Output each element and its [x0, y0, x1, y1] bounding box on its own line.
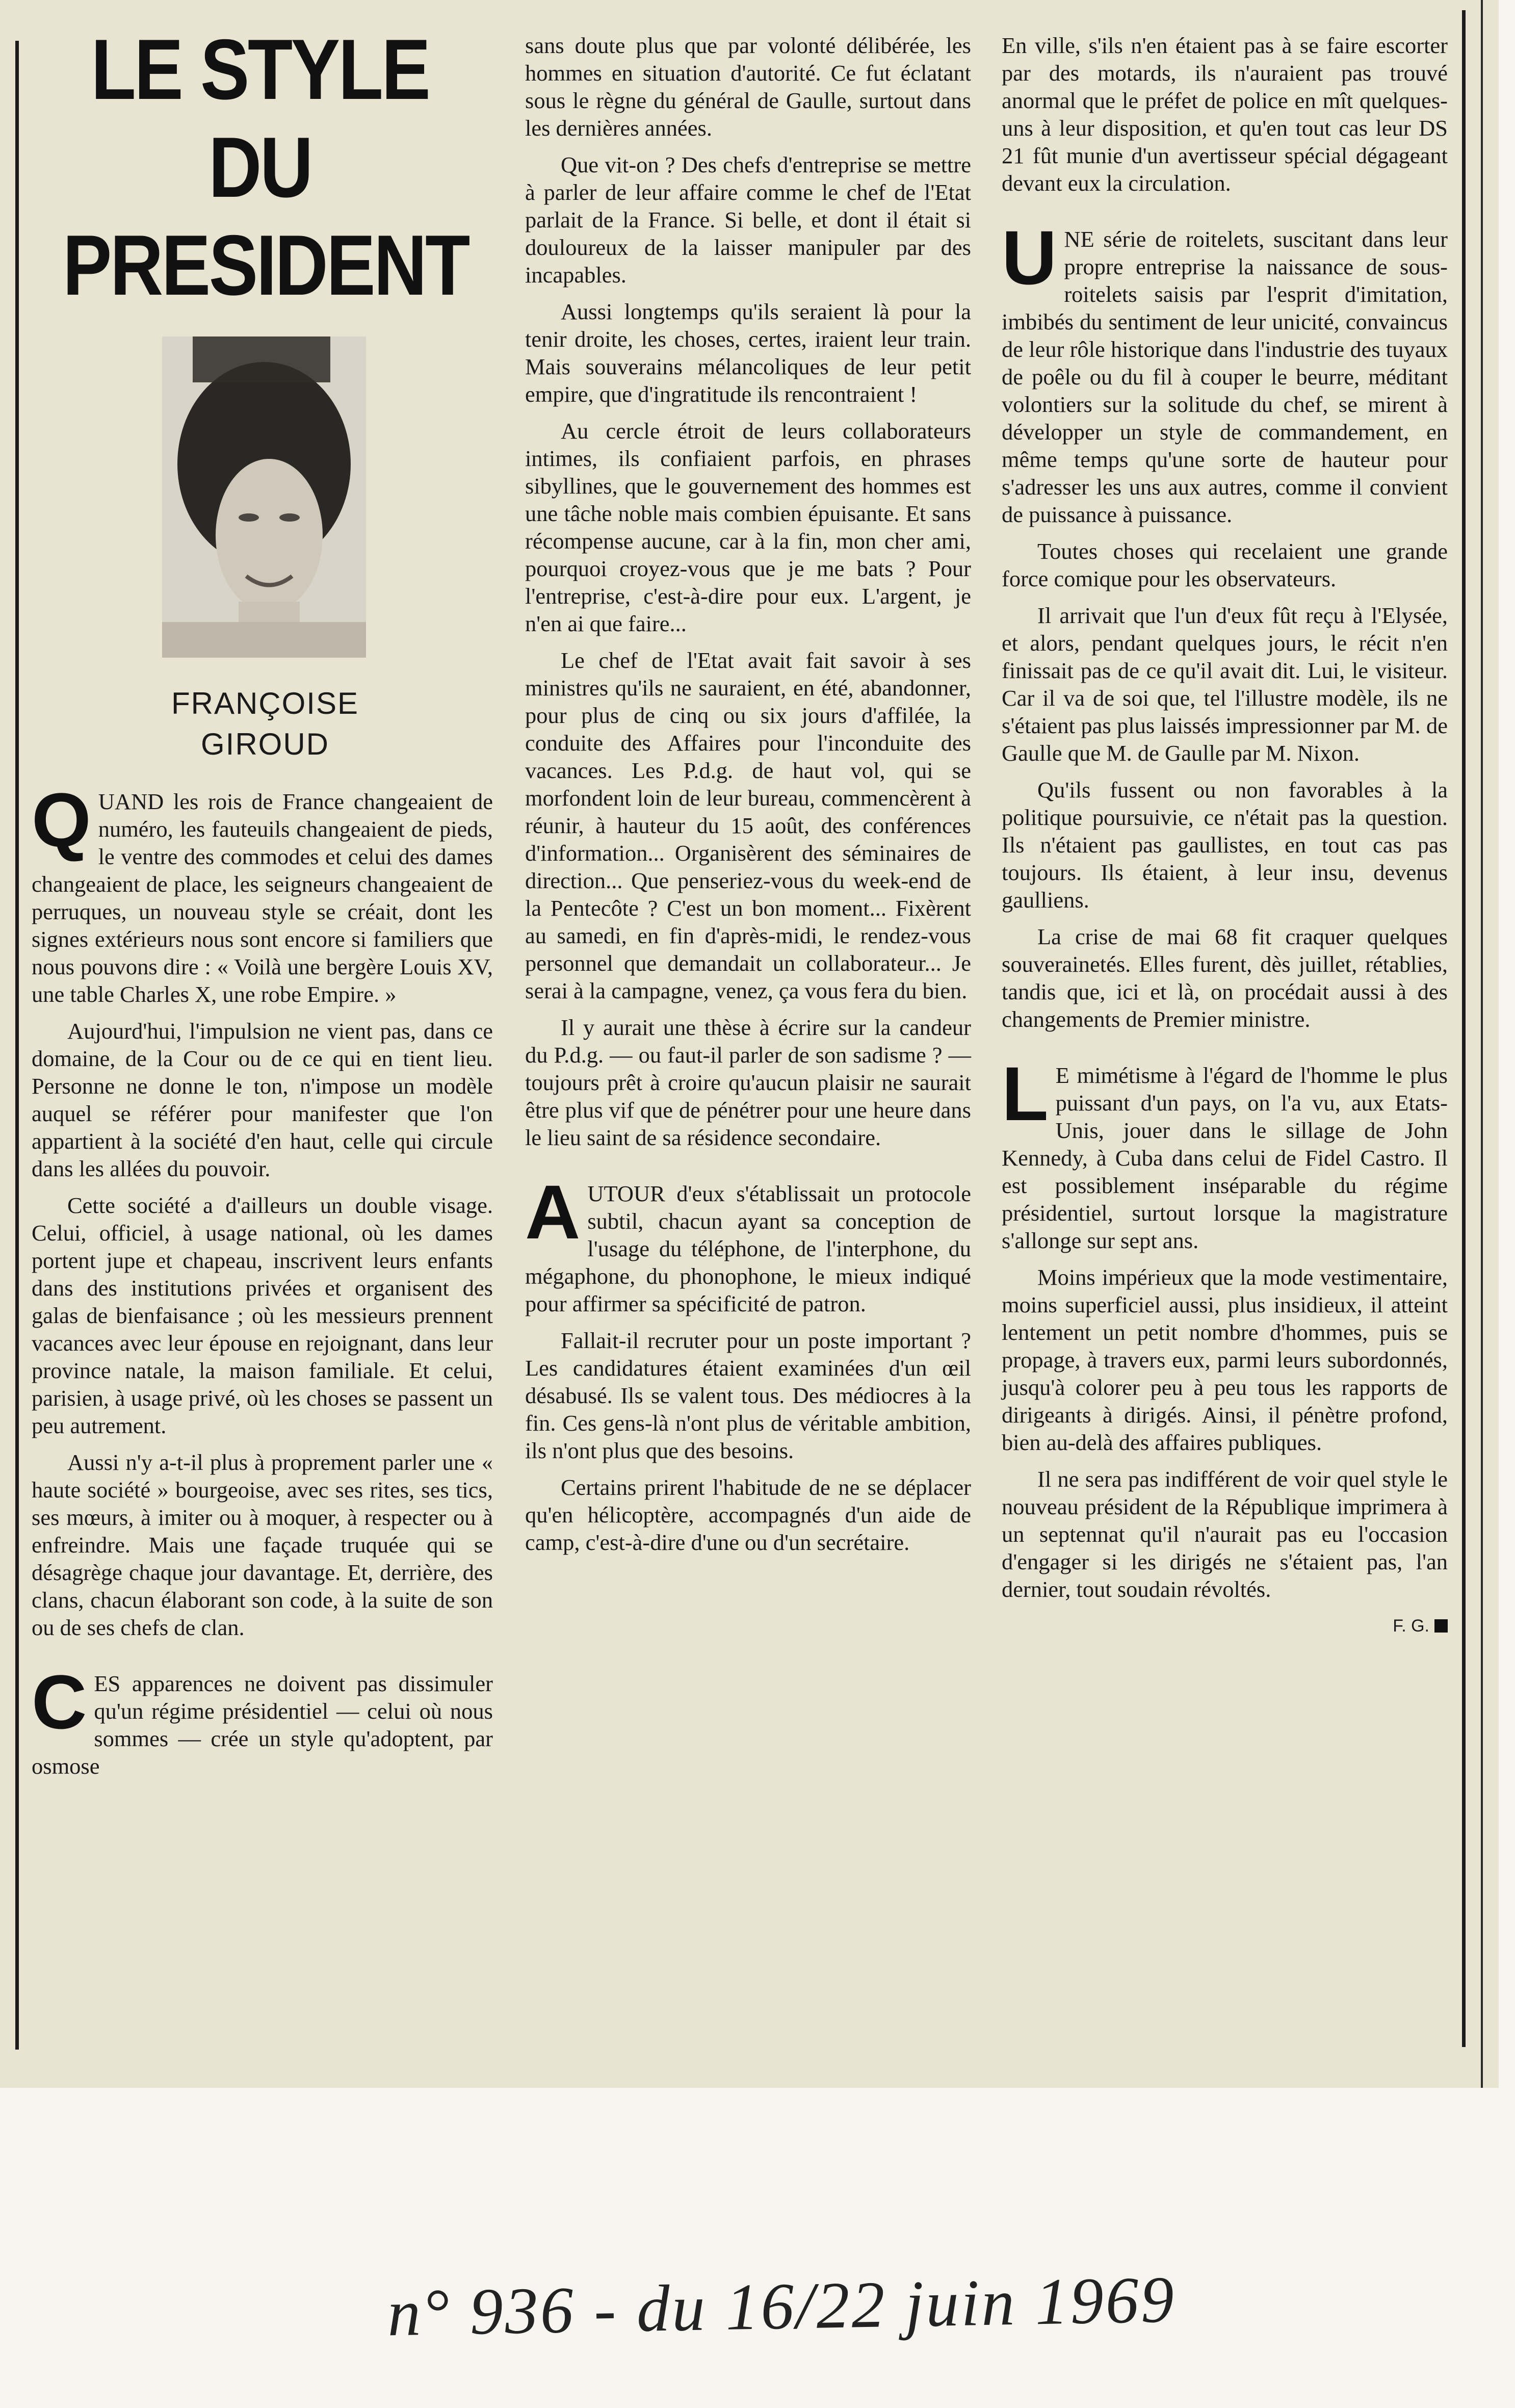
- paragraph-text: UAND les rois de France changeaient de numéro, les fauteuils changeaient de pieds, le ventre des commodes et celui des dames changeaient de place, les seigneurs changeaient de perruques, un nouveau style se créait, dont les signes extérieurs nous sont encore si familiers que nous pouvons dire : « Voilà une bergère Louis XV, une table Charles X, une robe Empire. »: [32, 789, 493, 1007]
- paragraph-text: En ville, s'ils n'en étaient pas à se faire escorter par des motards, ils n'auraient pas trouvé anormal que le préfet de police en mît quelques-uns à leur disposition, et qu'en tout cas leur DS 21 fût munie d'un avertisseur spécial dégageant devant eux la circulation.: [1002, 33, 1448, 196]
- article-paragraph: [32, 1192, 493, 1439]
- paragraph-text: ES apparences ne doivent pas dissimuler qu'un régime présidentiel — celui où nous sommes — crée un style qu'adoptent, par osmose: [32, 1671, 493, 1779]
- article-paragraph: [1002, 776, 1448, 914]
- article-column-2: [525, 32, 971, 1565]
- paragraph-text: Il ne sera pas indifférent de voir quel style le nouveau président de la République imprimera à un septennat qu'il n'aurait pas eu l'occasion d'engager si les dirigés ne s'étaient pas, l'an dernier, tout soudain révoltés.: [1002, 1466, 1448, 1602]
- article-paragraph: [525, 32, 971, 142]
- paragraph-text: Aussi longtemps qu'ils seraient là pour la tenir droite, les choses, certes, iraient leur train. Mais souverains mélancoliques de leur petit empire, que d'ingratitude ils rencontraient !: [525, 299, 971, 407]
- paragraph-text: Le chef de l'Etat avait fait savoir à ses ministres qu'ils ne sauraient, en été, abandonner, pour plus de cinq ou six jours d'affilée, la conduite des Affaires pour l'inconduite des vacances. Les P.d.g. de haut vol, qui se morfondent loin de leur bureau, commencèrent à réunir, à hauteur du 15 août, des conférences d'information... Organisèrent des séminaires de direction... Que penseriez-vous du week-end de la Pentecôte ? C'est un bon moment... Fixèrent au samedi, en fin d'après-midi, le rendez-vous personnel que demandait un collaborateur... Je serai à la campagne, venez, ça vous fera du bien.: [525, 648, 971, 1003]
- drop-cap: A: [525, 1169, 581, 1255]
- article-paragraph: [1002, 32, 1448, 197]
- paragraph-text: Moins impérieux que la mode vestimentaire, moins superficiel aussi, plus insidieux, il atteint lentement un petit nombre d'hommes, puis se propage, à travers eux, parmi leurs subordonnés, jusqu'à colorer peu à peu tous les rapports de dirigeants à dirigés. Ainsi, il pénètre profond, bien au-delà des affaires publiques.: [1002, 1264, 1448, 1455]
- article-paragraph: [1002, 923, 1448, 1033]
- clipping-edge-rule: [1481, 0, 1483, 2088]
- article-paragraph: [525, 646, 971, 1004]
- paragraph-text: Il y aurait une thèse à écrire sur la candeur du P.d.g. — ou faut-il parler de son sadisme ? — toujours prêt à croire qu'aucun plaisir ne saurait être plus vif que de pénétrer pour une heure dans le lieu saint de sa résidence secondaire.: [525, 1015, 971, 1150]
- article-paragraph: [525, 151, 971, 289]
- handwritten-issue-note: n° 936 - du 16/22 juin 1969: [386, 2263, 1177, 2350]
- portrait-image: [162, 336, 366, 658]
- paragraph-text: Certains prirent l'habitude de ne se déplacer qu'en hélicoptère, accompagnés d'un aide de camp, c'est-à-dire d'une ou d'un secrétaire.: [525, 1474, 971, 1555]
- paragraph-text: Aujourd'hui, l'impulsion ne vient pas, dans ce domaine, de la Cour ou de ce qui en tient lieu. Personne ne donne le ton, n'impose un modèle auquel se référer pour manifester que l'on appartient à la société d'en haut, celle qui circule dans les allées du pouvoir.: [32, 1018, 493, 1181]
- article-paragraph: [32, 1659, 493, 1780]
- drop-cap: U: [1002, 215, 1057, 300]
- article-paragraph: [32, 1017, 493, 1182]
- paragraph-text: Cette société a d'ailleurs un double visage. Celui, officiel, à usage national, où les dames portent jupe et chapeau, inscrivent leurs enfants dans des institutions privées et organisent des galas de bienfaisance ; où les messieurs prennent vacances avec leur épouse en rejoignant, dans leur province natale, la maison familiale. Et celui, parisien, à usage privé, où les choses se passent un peu autrement.: [32, 1193, 493, 1438]
- paragraph-text: E mimétisme à l'égard de l'homme le plus puissant d'un pays, on l'a vu, aux Etats-Unis, jouer dans le sillage de John Kennedy, à Cuba dans celui de Fidel Castro. Il est possiblement inséparable du régime présidentiel, surtout lorsque la magistrature s'allonge sur sept ans.: [1002, 1063, 1448, 1253]
- article-paragraph: [525, 298, 971, 408]
- article-paragraph: [32, 1448, 493, 1641]
- paragraph-text: Toutes choses qui recelaient une grande force comique pour les observateurs.: [1002, 538, 1448, 591]
- drop-cap: L: [1002, 1051, 1049, 1136]
- author-byline: FRANÇOISE GIROUD: [171, 686, 359, 761]
- article-paragraph: [1002, 1051, 1448, 1254]
- article-title: LE STYLE DU PRESIDENT: [63, 21, 468, 313]
- article-paragraph: [525, 1473, 971, 1556]
- article-paragraph: [525, 1327, 971, 1464]
- article-paragraph: [1002, 215, 1448, 528]
- paragraph-text: Au cercle étroit de leurs collaborateurs intimes, ils confiaient parfois, en phrases sibyllines, que le gouvernement des hommes est une tâche noble mais combien épuisante. Et sans récompense aucune, car à la fin, mon cher ami, pourquoi croyez-vous que je me bats ? Pour l'entreprise, c'est-à-dire pour eux. L'argent, je n'en ai que faire...: [525, 418, 971, 636]
- author-portrait: [162, 336, 366, 658]
- article-paragraph: [1002, 602, 1448, 767]
- article-paragraph: [1002, 1465, 1448, 1603]
- article-paragraph: [525, 417, 971, 637]
- drop-cap: Q: [32, 777, 91, 863]
- paragraph-text: Aussi n'y a-t-il plus à proprement parler une « haute société » bourgeoise, avec ses rites, ses tics, ses mœurs, à imiter ou à moquer, à respecter ou à enfreindre. Mais une façade truquée qui se désagrège chaque jour davantage. Et, derrière, des clans, chacun élaborant son code, à la suite de son ou de ses chefs de clan.: [32, 1449, 493, 1640]
- article-column-1: [32, 777, 493, 1789]
- paragraph-text: La crise de mai 68 fit craquer quelques souverainetés. Elles furent, dès juillet, rétablies, tandis que, ici et là, on procédait aussi à des changements de Premier ministre.: [1002, 924, 1448, 1032]
- paragraph-text: NE série de roitelets, suscitant dans leur propre entreprise la naissance de sous-roitelets saisis par l'esprit d'imitation, imbibés du sentiment de leur unicité, convaincus de leur rôle historique dans l'industrie des tuyaux de poêle ou du fil à couper le beurre, méditant volontiers sur la solitude du chef, se mirent à développer un style de commandement, en même temps qu'une sorte de hauteur pour s'adresser les uns aux autres, comme il convient de puissance à puissance.: [1002, 226, 1448, 527]
- paragraph-text: Il arrivait que l'un d'eux fût reçu à l'Elysée, et alors, pendant quelques jours, le récit n'en finissait pas de ce qu'il avait dit. Lui, le visiteur. Car il va de soi que, tel l'illustre modèle, ils ne s'étaient pas plus laissés impressionner par M. de Gaulle que M. de Gaulle par M. Nixon.: [1002, 603, 1448, 766]
- paragraph-text: Fallait-il recruter pour un poste important ? Les candidatures étaient examinées d'un œil désabusé. Ils se valent tous. Des médiocres à la fin. Ces gens-là n'ont plus de véritable ambition, ils n'ont plus que des besoins.: [525, 1328, 971, 1463]
- drop-cap: C: [32, 1659, 87, 1745]
- article-paragraph: [1002, 1263, 1448, 1456]
- article-paragraph: [32, 777, 493, 1008]
- article-paragraph: [1002, 537, 1448, 592]
- end-mark-square-icon: [1434, 1619, 1448, 1633]
- article-paragraph: [525, 1014, 971, 1151]
- paragraph-text: Que vit-on ? Des chefs d'entreprise se mettre à parler de leur affaire comme le chef de l'Etat parlait de la France. Si belle, et dont il était si douloureux de la laisser manipuler par des incapables.: [525, 152, 971, 288]
- left-column-rule: [15, 41, 19, 2050]
- author-signature: [1002, 1612, 1448, 1640]
- paragraph-text: Qu'ils fussent ou non favorables à la politique poursuivie, ce n'était pas la question. Ils n'étaient pas gaullistes, en tout cas pas toujours. Ils étaient, à leur insu, devenus gaulliens.: [1002, 777, 1448, 913]
- article-column-3: [1002, 32, 1448, 1640]
- article-paragraph: [525, 1169, 971, 1317]
- paragraph-text: UTOUR d'eux s'établissait un protocole subtil, chacun ayant sa conception de l'usage du téléphone, de l'interphone, du mégaphone, du phonophone, le mieux indiqué pour affirmer sa spécificité de patron.: [525, 1181, 971, 1316]
- signature-initials: F. G.: [1393, 1616, 1429, 1636]
- right-column-rule: [1462, 10, 1466, 2047]
- paragraph-text: sans doute plus que par volonté délibérée, les hommes en situation d'autorité. Ce fut éclatant sous le règne du général de Gaulle, surtout dans les dernières années.: [525, 33, 971, 141]
